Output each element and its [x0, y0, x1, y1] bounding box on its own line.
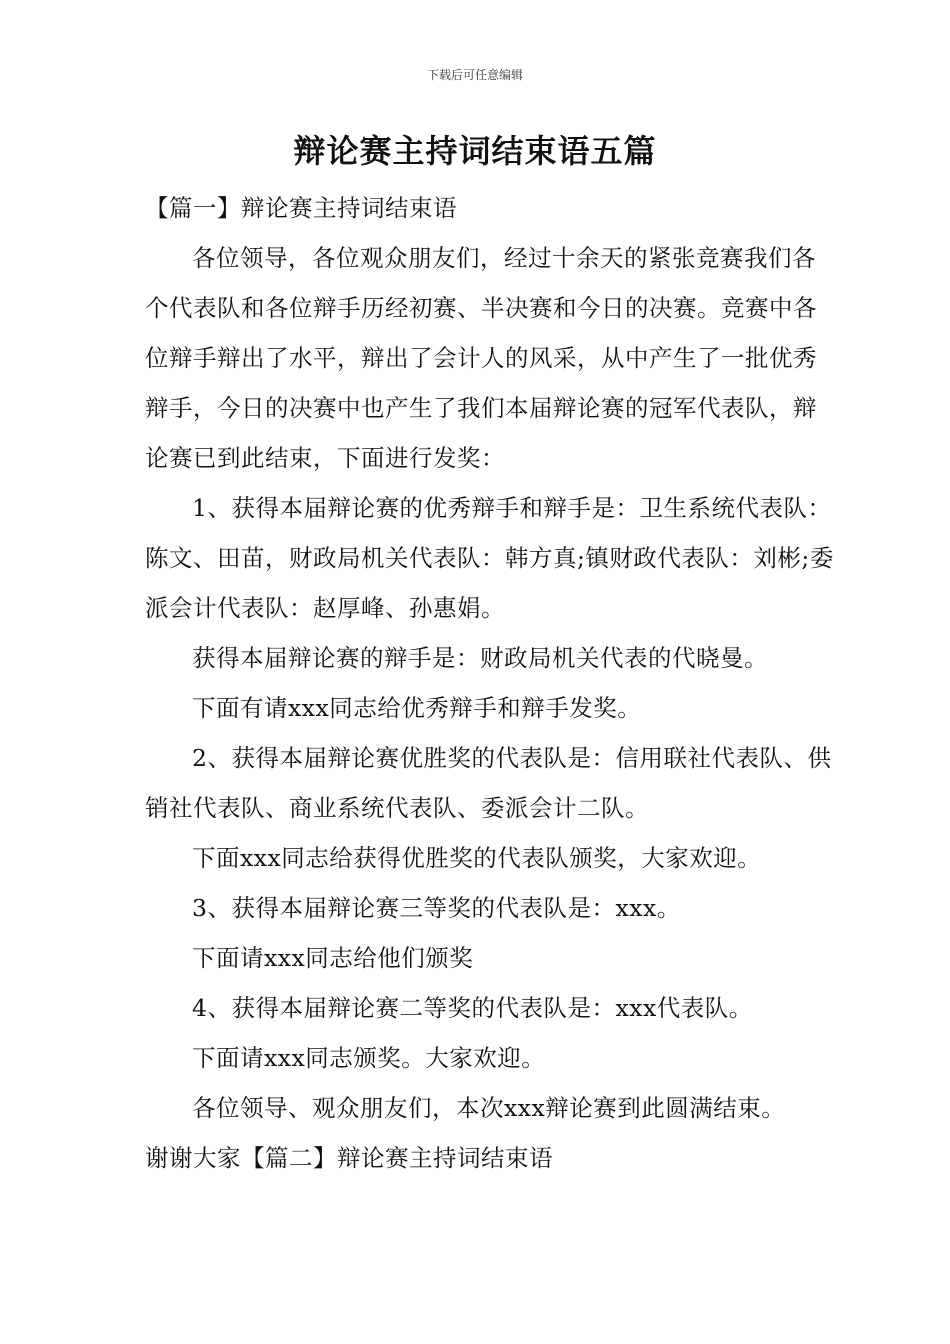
- paragraph-award-2: 2、获得本届辩论赛优胜奖的代表队是：信用联社代表队、供销社代表队、商业系统代表队、委派会计二队。: [145, 744, 832, 822]
- paragraph-award-3: 3、获得本届辩论赛三等奖的代表队是：xxx。: [192, 894, 681, 922]
- document-body: [145, 183, 835, 1183]
- paragraph-award-4: 4、获得本届辩论赛二等奖的代表队是：xxx代表队。: [192, 994, 753, 1022]
- paragraph-award-2-presenter: 下面xxx同志给获得优胜奖的代表队颁奖，大家欢迎。: [192, 844, 762, 872]
- header-note: 下载后可任意编辑: [426, 68, 523, 82]
- paragraph-thanks-next-section: 谢谢大家【篇二】辩论赛主持词结束语: [145, 1144, 553, 1172]
- paragraph-award-1-best: 获得本届辩论赛的辩手是：财政局机关代表的代晓曼。: [192, 644, 768, 672]
- paragraph-award-3-presenter: 下面请xxx同志给他们颁奖: [192, 944, 474, 972]
- section-heading: 【篇一】辩论赛主持词结束语: [145, 194, 457, 222]
- paragraph-award-1: 1、获得本届辩论赛的优秀辩手和辩手是：卫生系统代表队：陈文、田苗，财政局机关代表队：韩方真;镇财政代表队：刘彬;委派会计代表队：赵厚峰、孙惠娟。: [145, 494, 834, 622]
- paragraph-award-4-presenter: 下面请xxx同志颁奖。大家欢迎。: [192, 1044, 546, 1072]
- paragraph-intro: 各位领导，各位观众朋友们，经过十余天的紧张竞赛我们各个代表队和各位辩手历经初赛、半决赛和今日的决赛。竞赛中各位辩手辩出了水平，辩出了会计人的风采，从中产生了一批优秀辩手，今日的决赛中也产生了我们本届辩论赛的冠军代表队，辩论赛已到此结束，下面进行发奖：: [145, 244, 817, 472]
- document-title: 辩论赛主持词结束语五篇: [293, 132, 657, 170]
- paragraph-award-1-presenter: 下面有请xxx同志给优秀辩手和辩手发奖。: [192, 694, 642, 722]
- paragraph-closing: 各位领导、观众朋友们，本次xxx辩论赛到此圆满结束。: [192, 1094, 786, 1122]
